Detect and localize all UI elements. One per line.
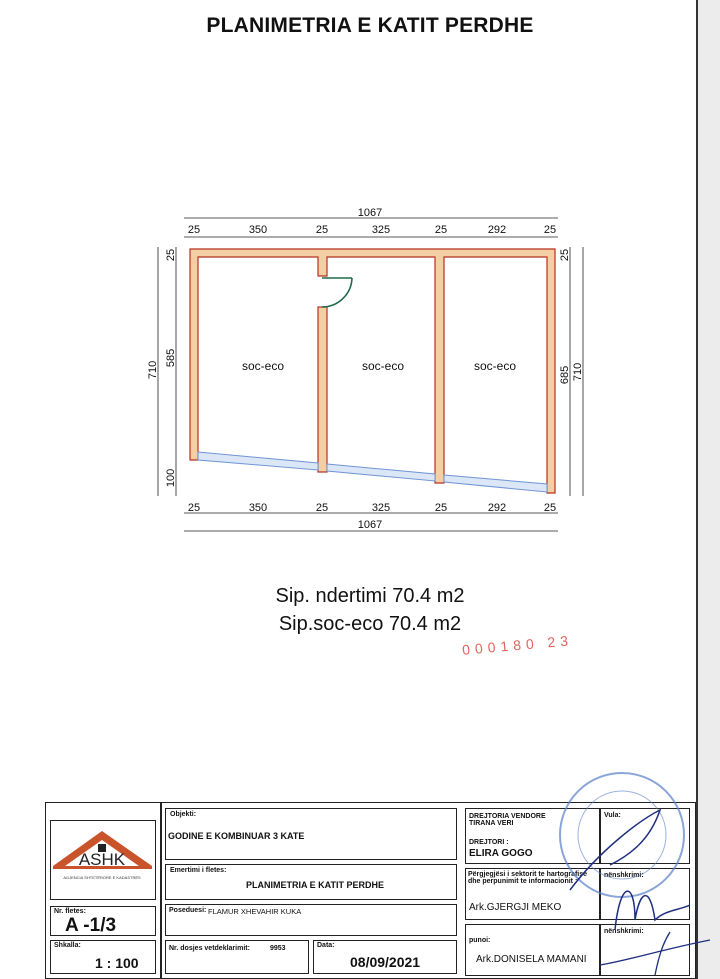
- owner-box: [165, 904, 457, 936]
- prepared-by-label: punoi:: [469, 937, 491, 944]
- dim-bottom-seg: 25: [187, 502, 201, 514]
- sheet-number-value: A -1/3: [65, 915, 117, 936]
- dim-top-seg: 350: [248, 224, 268, 236]
- dim-left-room: 585: [165, 348, 177, 368]
- serial-stamp: 000180 23: [461, 632, 574, 658]
- signature-label: nënshkrimi:: [604, 872, 644, 879]
- dim-right-wall: 25: [559, 248, 571, 262]
- dim-bottom-seg: 25: [434, 502, 448, 514]
- signature-icon: [600, 932, 710, 975]
- seal-and-signatures: [540, 760, 720, 979]
- scale-label: Shkalla:: [54, 942, 81, 949]
- dim-bottom-seg: 25: [315, 502, 329, 514]
- director-value: ELIRA GOGO: [469, 848, 533, 859]
- sheet-number-label: Nr. fletes:: [54, 908, 86, 915]
- dim-bottom-seg: 292: [487, 502, 507, 514]
- date-value: 08/09/2021: [350, 954, 421, 970]
- signature-label-2: nënshkrimi:: [604, 928, 644, 935]
- scale-box: [50, 940, 156, 974]
- dim-top-seg: 325: [371, 224, 391, 236]
- dim-bottom-seg: 25: [543, 502, 557, 514]
- object-label: Objekti:: [170, 811, 197, 818]
- directorate-label: DREJTORIA VENDORE TIRANA VERI: [469, 813, 546, 827]
- dim-left-wall: 25: [165, 248, 177, 262]
- room-label: soc-eco: [473, 359, 517, 373]
- director-label: DREJTORI :: [469, 839, 509, 846]
- object-value: GODINE E KOMBINUAR 3 KATE: [168, 831, 305, 841]
- dim-right-room: 685: [559, 365, 571, 385]
- interior-wall-1: [318, 307, 327, 472]
- dim-bottom-seg: 350: [248, 502, 268, 514]
- area-soc-eco: Sip.soc-eco 70.4 m2: [278, 613, 462, 635]
- room-label: soc-eco: [241, 359, 285, 373]
- responsible-value: Ark.GJERGJI MEKO: [469, 902, 562, 913]
- dim-top-seg: 25: [187, 224, 201, 236]
- sheet-name-label: Emertimi i fletes:: [170, 867, 227, 874]
- file-number-box: [165, 940, 309, 974]
- ashk-logo: [51, 821, 154, 898]
- dim-right-total: 710: [572, 362, 584, 382]
- window-strip: [198, 452, 547, 492]
- logo-box: [50, 820, 156, 900]
- room-label: soc-eco: [361, 359, 405, 373]
- file-number-label: Nr. dosjes vetdeklarimit:: [169, 945, 250, 952]
- scale-value: 1 : 100: [95, 955, 139, 971]
- door-icon: [322, 278, 352, 307]
- page-title: PLANIMETRIA E KATIT PERDHE: [206, 14, 534, 37]
- svg-text:AGJENCIA SHTETËRORE E KADASTRË: AGJENCIA SHTETËRORE E KADASTRËS: [63, 875, 141, 880]
- responsible-label: Përgjegjësi i sektorit te hartografise dhe perpunimit te informacionit :: [468, 871, 588, 885]
- prepared-by-value: Ark.DONISELA MAMANI: [476, 954, 587, 965]
- dim-bottom-seg: 325: [371, 502, 391, 514]
- sheet-name-value: PLANIMETRIA E KATIT PERDHE: [246, 880, 385, 890]
- svg-text:ASHK: ASHK: [78, 850, 126, 869]
- seal-label: Vula:: [604, 812, 621, 819]
- object-box: [165, 808, 457, 860]
- dim-top-total: 1067: [357, 207, 383, 219]
- file-number-value: 9953: [270, 945, 286, 952]
- dim-left-total: 710: [147, 360, 159, 380]
- sheet-name-box: [165, 864, 457, 900]
- sheet-number-box: [50, 906, 156, 936]
- dim-bottom-total: 1067: [357, 519, 383, 531]
- date-box: [313, 940, 457, 974]
- owner-label: Poseduesi:: [169, 907, 207, 914]
- dim-top-seg: 25: [434, 224, 448, 236]
- owner-value: FLAMUR XHEVAHIR KUKA: [208, 907, 302, 916]
- divider: [160, 802, 162, 979]
- area-built: Sip. ndertimi 70.4 m2: [275, 585, 465, 607]
- dim-left-bottom: 100: [165, 468, 177, 488]
- dim-top-seg: 25: [543, 224, 557, 236]
- date-label: Data:: [317, 942, 335, 949]
- dim-top-seg: 292: [487, 224, 507, 236]
- dim-top-seg: 25: [315, 224, 329, 236]
